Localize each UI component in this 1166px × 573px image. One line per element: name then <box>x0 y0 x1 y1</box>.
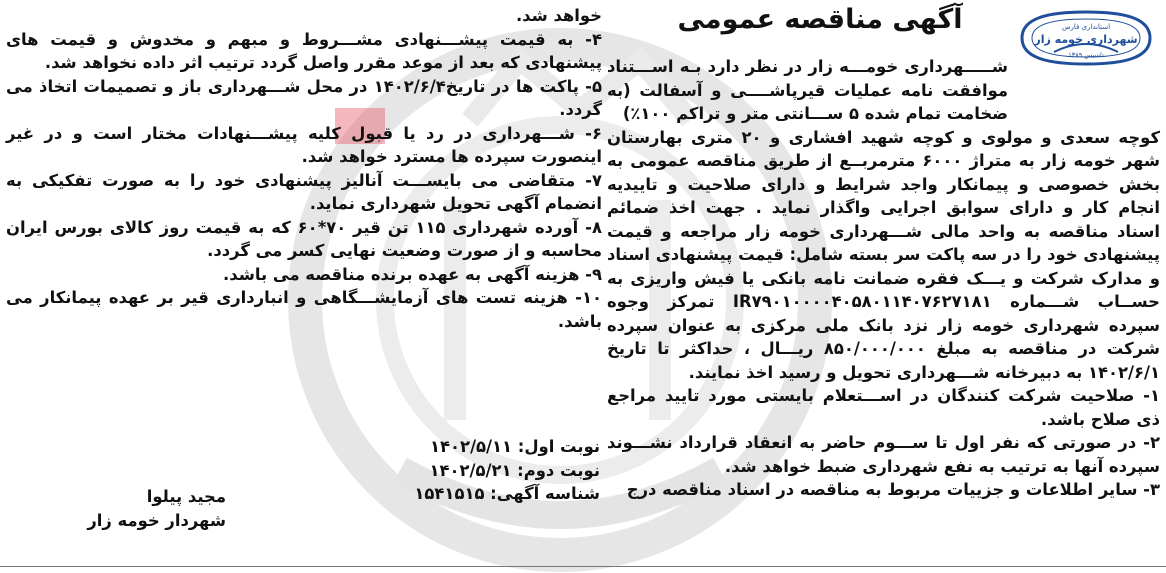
left-column <box>6 4 602 333</box>
condition-item-10: ۱۰- هزینه تست های آزمایشـــگاهی و انبارداری قیر بر عهده پیمانکار می باشد. <box>6 288 602 331</box>
intro-body-paragraph: کوچه سعدی و مولوی و کوچه شهید افشاری و ۲۰ متری بهارستان شهر خومه زار به متراژ ۶۰۰۰ مترمربــع از طریق مناقصه عمومی به بخش خصوصی و پیمانکار واجد شرایط و دارای صلاحیت و تاییدیه انجام کار و دارای سوابق اجرایی واگذار نماید . جهت اخذ ضمائم اسناد مناقصه به واحد مالی شـــهرداری خومه زار مراجعه و قیمت پیشنهادی خود را در سه پاکت سر بسته شامل: قیمت پیشنهادی اسناد و مدارک شرکت و یـــک فقره ضمانت نامه بانکی یا فیش واریزی به حســاب شـــماره IR۷۹۰۱۰۰۰۰۴۰۵۸۰۱۱۴۰۷۶۲۷۱۸۱ تمرکز وجوه سپرده شهرداری خومه زار نزد بانک ملی مرکزی به عنوان سپرده شرکت در مناقصه به مبلغ ۸۵۰/۰۰۰/۰۰۰ ریـــال ، حداکثر تا تاریخ ۱۴۰۲/۶/۱ به دبیرخانه شـــهرداری تحویل و رسید اخذ نمایند. <box>607 127 1161 382</box>
condition-item-7: ۷- متقاضی می بایســـت آنالیز پیشنهادی خود را به صورت تفکیکی به انضمام آگهی تحویل شهرداری نماید. <box>6 170 602 213</box>
intro-top-paragraph: شـــــهرداری خومـــه زار در نظر دارد بـه اســـتناد موافقت نامه عملیات قیرپاشــــی و آسفالت (به ضخامت تمام شده ۵ ســـانتی متر و تراکم ۱۰۰٪) <box>607 57 1008 123</box>
bottom-border <box>0 566 1166 567</box>
signer-role: شهردار خومه زار <box>87 510 226 530</box>
condition-item-3-continued: خواهد شد. <box>515 6 602 25</box>
notice-title: آگهی مناقصه عمومی <box>677 4 963 35</box>
condition-item-3: ۳- سایر اطلاعات و جزییات مربوط به مناقصه در اسناد مناقصه درج <box>626 480 1160 499</box>
condition-item-1: ۱- صلاحیت شرکت کنندگان در اســـتعلام بایستی مورد تایید مراجع ذی صلاح باشد. <box>607 386 1160 429</box>
notice-id: شناسه آگهی: ۱۵۴۱۵۱۵ <box>414 484 600 503</box>
publication-schedule <box>300 435 600 506</box>
schedule-first: نوبت اول: ۱۴۰۲/۵/۱۱ <box>430 437 600 456</box>
signer-name: مجید پیلوا <box>146 487 226 506</box>
logo-line1: استانداری فارس <box>1061 23 1111 31</box>
right-column <box>607 0 1160 502</box>
schedule-second: نوبت دوم: ۱۴۰۲/۵/۲۱ <box>429 460 600 480</box>
condition-item-5: ۵- پاکت ها در تاریخ۱۴۰۲/۶/۴ در محل شـــهرداری باز و تصمیمات اتخاذ می گردد. <box>6 76 602 119</box>
condition-item-9: ۹- هزینه آگهی به عهده برنده مناقصه می باشد. <box>223 264 602 284</box>
condition-item-4: ۴- به قیمت پیشـــنهادی مشـــروط و مبهم و مخدوش و قیمت های پیشنهادی که بعد از موعد مقرر واصل گردد ترتیب اثر داده نخواهد شد. <box>6 29 602 72</box>
logo-line2: شهرداری خومه زار <box>1034 33 1138 46</box>
condition-item-8: ۸- آورده شهرداری ۱۱۵ تن قیر ۷۰*۶۰ که به قیمت روز کالای بورس ایران محاسبه و از صورت وضعیت نهایی کسر می گردد. <box>6 217 603 260</box>
logo-line3: تاسیس ۱۳۸۹ <box>1068 51 1104 59</box>
signature-block <box>6 485 226 532</box>
condition-item-6: ۶- شـــهرداری در رد یا قبول کلیه پیشـــنهادات مختار است و در غیر اینصورت سپرده ها مسترد خواهد شد. <box>6 123 602 166</box>
condition-item-2: ۲- در صورتی که نفر اول تا ســـوم حاضر به انعقاد قرارداد نشـــوند سپرده آنها به ترتیب به نفع شهرداری ضبط خواهد شد. <box>607 433 1160 476</box>
